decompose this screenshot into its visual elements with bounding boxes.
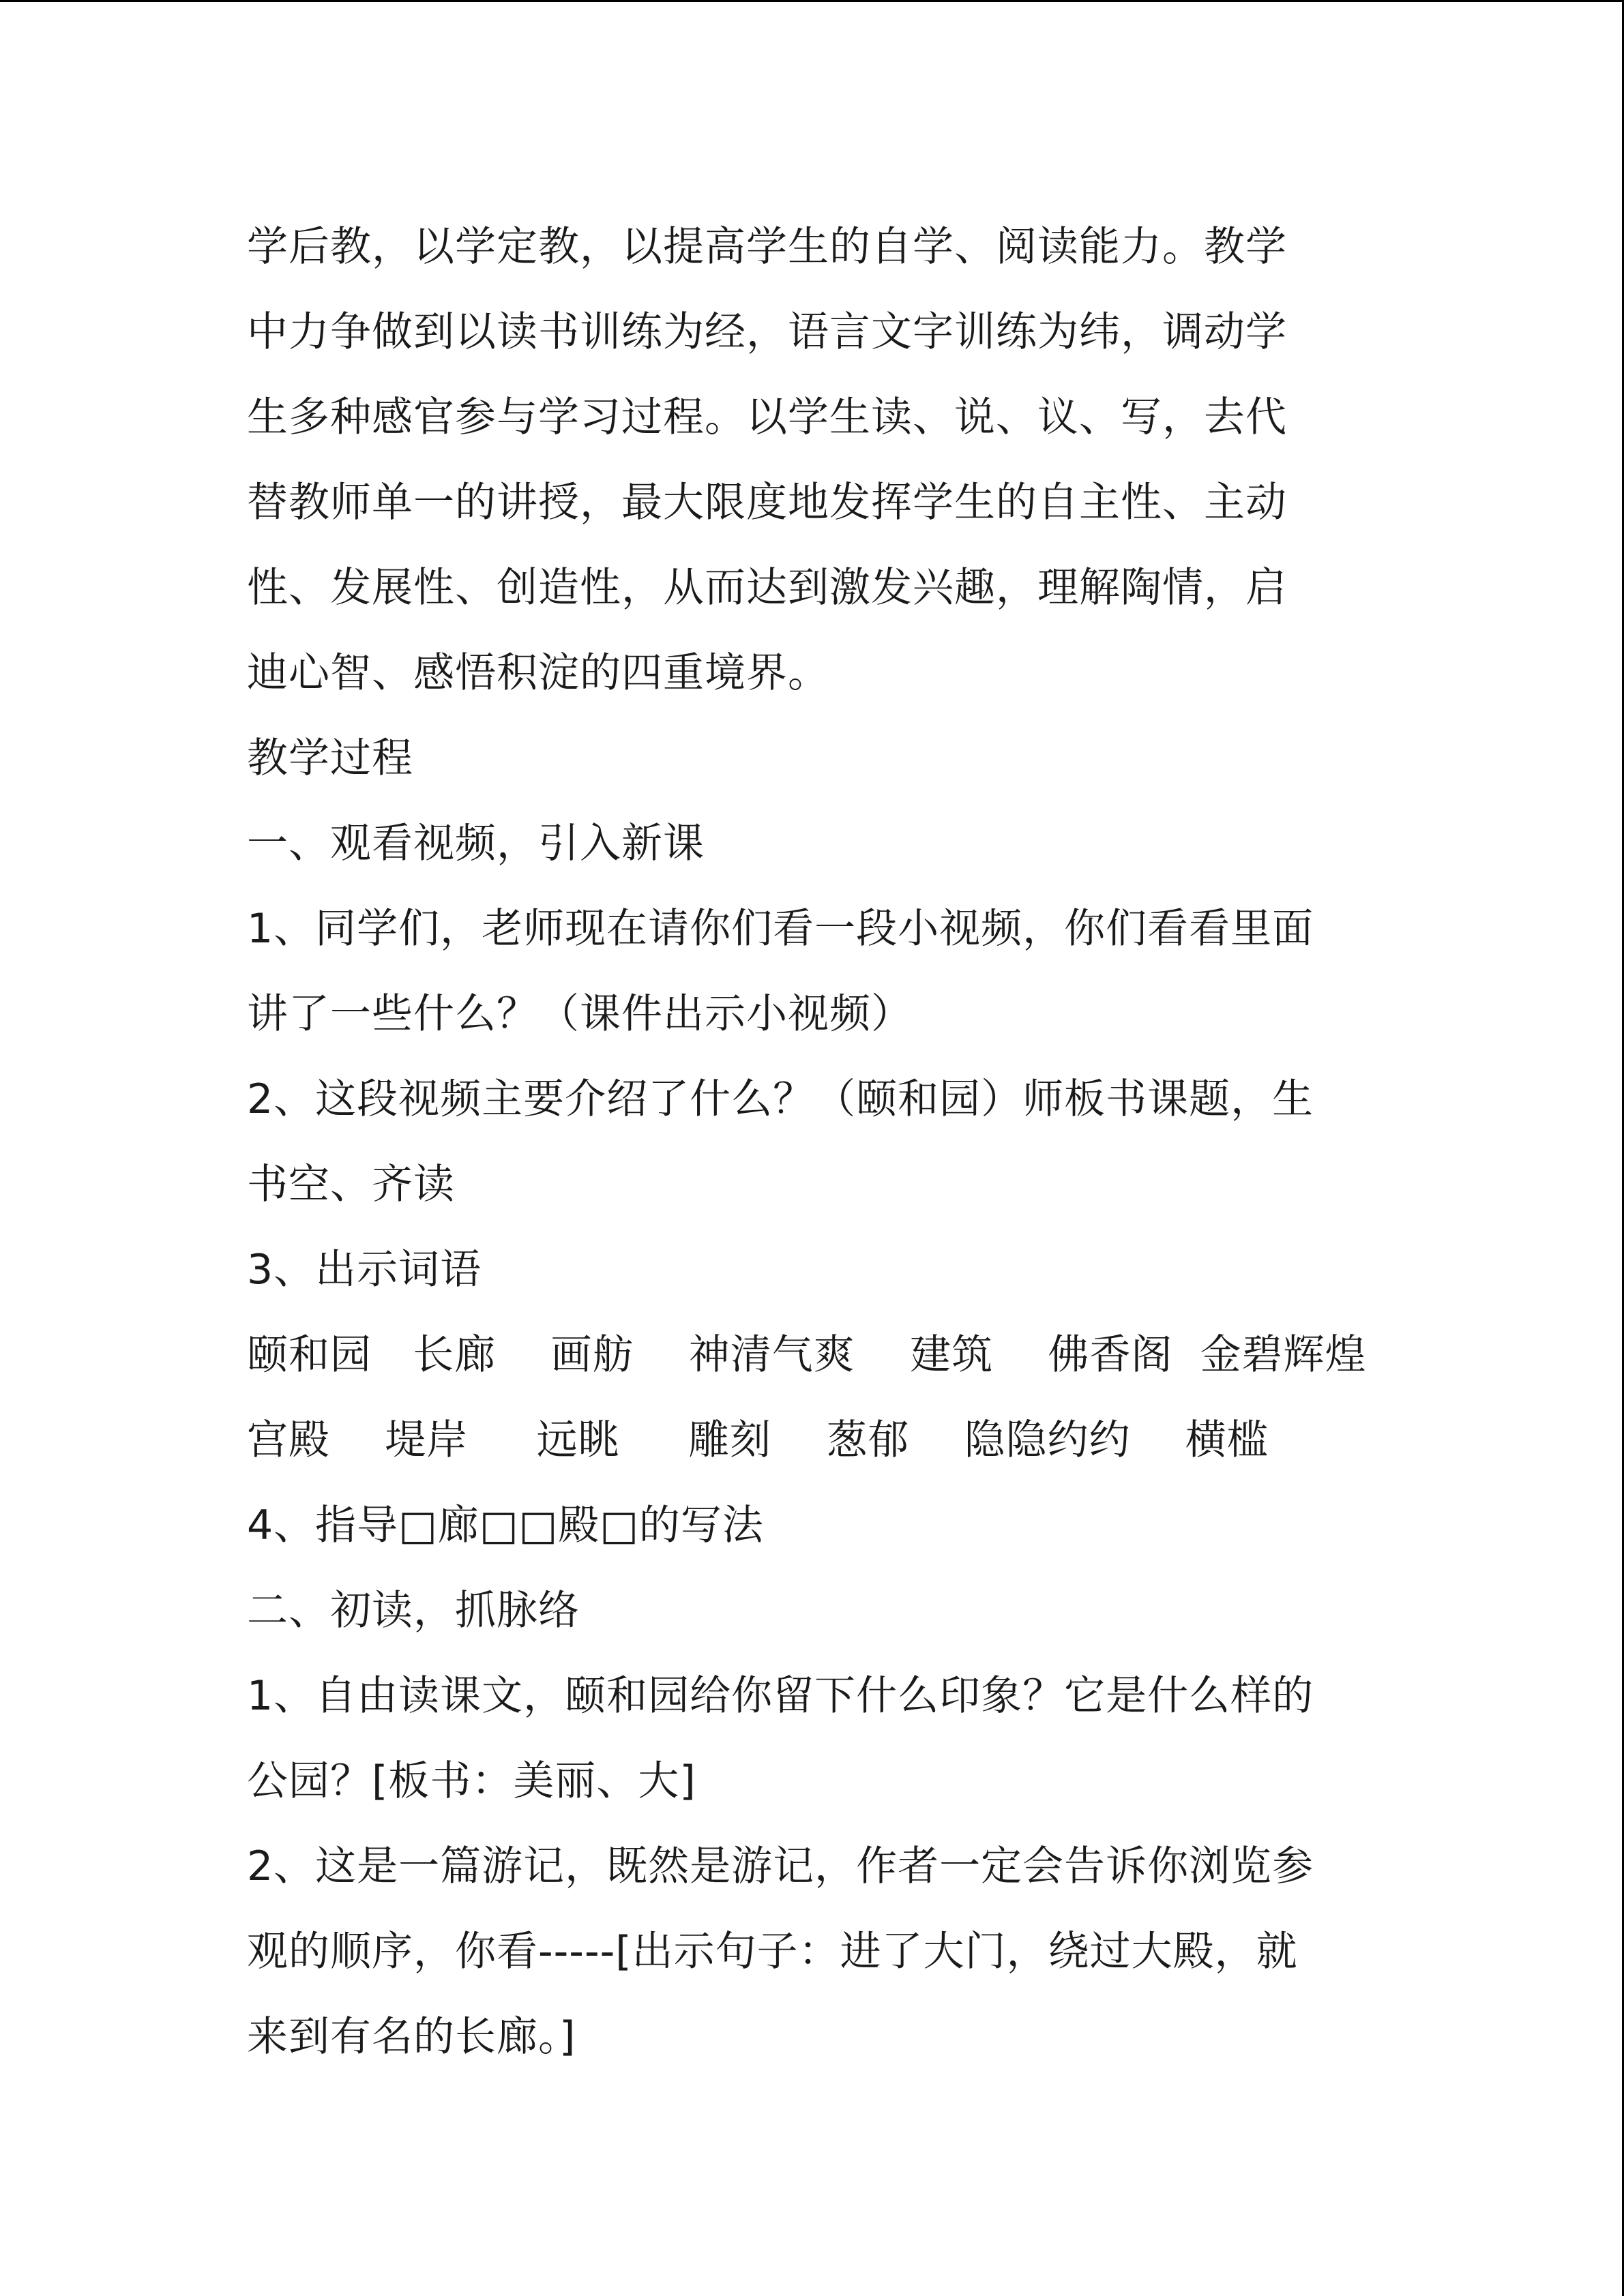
step-line: 来到有名的长廊。] <box>247 2013 576 2061</box>
paragraph-line: 性、发展性、创造性，从而达到激发兴趣，理解陶情，启 <box>247 564 1287 612</box>
vocabulary-line: 宫殿 堤岸 远眺 雕刻 葱郁 隐隐约约 横槛 <box>247 1416 1269 1464</box>
paragraph-line: 中力争做到以读书训练为经，语言文字训练为纬，调动学 <box>247 308 1287 356</box>
step-line: 2、这段视频主要介绍了什么？（颐和园）师板书课题，生 <box>247 1075 1314 1123</box>
step-line: 4、指导□廊□□殿□的写法 <box>247 1502 764 1549</box>
vocabulary-line: 颐和园 长廊 画舫 神清气爽 建筑 佛香阁 金碧辉煌 <box>247 1331 1367 1379</box>
step-line: 1、同学们，老师现在请你们看一段小视频，你们看看里面 <box>247 905 1314 953</box>
paragraph-line: 迪心智、感悟积淀的四重境界。 <box>247 649 829 697</box>
step-line: 3、出示词语 <box>247 1246 482 1294</box>
document-body <box>247 205 1406 2080</box>
page-top-border <box>0 0 1624 2</box>
step-line: 观的顺序，你看-----[出示句子：进了大门，绕过大殿，就 <box>247 1928 1298 1976</box>
step-line: 书空、齐读 <box>247 1161 455 1208</box>
section-heading: 教学过程 <box>247 734 413 782</box>
section-heading: 一、观看视频，引入新课 <box>247 820 705 867</box>
paragraph-line: 替教师单一的讲授，最大限度地发挥学生的自主性、主动 <box>247 479 1287 526</box>
step-line: 1、自由读课文，颐和园给你留下什么印象？它是什么样的 <box>247 1672 1314 1720</box>
paragraph-line: 生多种感官参与学习过程。以学生读、说、议、写，去代 <box>247 393 1287 441</box>
step-line: 讲了一些什么？（课件出示小视频） <box>247 990 913 1038</box>
paragraph-line: 学后教，以学定教，以提高学生的自学、阅读能力。教学 <box>247 223 1287 271</box>
step-line: 2、这是一篇游记，既然是游记，作者一定会告诉你浏览参 <box>247 1843 1314 1890</box>
section-heading: 二、初读，抓脉络 <box>247 1587 580 1635</box>
step-line: 公园？[板书：美丽、大] <box>247 1757 696 1805</box>
